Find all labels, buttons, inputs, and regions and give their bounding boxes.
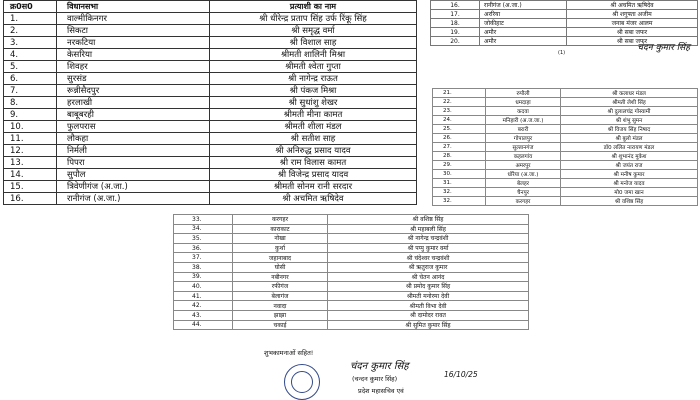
serial-cell: 25. — [433, 125, 486, 134]
table-row — [4, 85, 417, 97]
table-row — [433, 116, 698, 125]
constituency-cell: नबीनगर — [233, 272, 328, 282]
serial-cell: 13. — [4, 157, 57, 169]
constituency-cell: अररिया — [480, 10, 567, 19]
serial-cell: 26. — [433, 134, 486, 143]
constituency-cell: सुल्तानगंज — [486, 143, 561, 152]
candidate-cell: श्रीमती मीना कामत — [210, 109, 417, 121]
serial-cell: 38. — [174, 262, 233, 272]
greeting-text: शुभकामनाओं सहित! — [264, 349, 314, 357]
table-row — [433, 143, 698, 152]
table-row — [4, 13, 417, 25]
table-row — [174, 310, 529, 320]
candidate-cell: श्रीमती मनोरमा देवी — [328, 291, 529, 301]
candidate-cell: श्री पप्पु कुमार वर्मा — [328, 243, 529, 253]
serial-cell: 34. — [174, 224, 233, 234]
constituency-cell: अमौर — [480, 37, 567, 46]
table-row — [174, 215, 529, 225]
constituency-cell: कहलगांव — [486, 152, 561, 161]
constituency-cell: धोरैया (अ.जा.) — [486, 170, 561, 179]
candidate-cell: श्री दामोदर रावत — [328, 310, 529, 320]
candidate-cell: श्री वशिष्ठ सिंह — [328, 215, 529, 225]
candidate-cell: श्रीमती शालिनी मिश्रा — [210, 49, 417, 61]
table-row — [433, 134, 698, 143]
serial-cell: 43. — [174, 310, 233, 320]
table-row — [174, 272, 529, 282]
candidate-cell: श्री सुधांशु शेखर — [210, 97, 417, 109]
candidate-cell: श्री कलाधर मंडल — [561, 89, 698, 98]
constituency-cell: करगहर — [486, 197, 561, 206]
serial-cell: 16. — [4, 193, 57, 205]
candidate-cell: श्री नागेन्द्र चन्द्रवंशी — [328, 234, 529, 244]
candidate-cell: श्री मनोज यादव — [561, 179, 698, 188]
candidate-table-bottom — [173, 214, 529, 330]
constituency-cell: रफीगंज — [233, 282, 328, 292]
table-row — [433, 125, 698, 134]
constituency-cell: रानीगंज (अ.जा.) — [480, 1, 567, 10]
candidate-cell: मो0 जमा खान — [561, 188, 698, 197]
constituency-cell: बाबूबरही — [57, 109, 210, 121]
candidate-cell: जनाब मंजर आलम — [567, 19, 698, 28]
candidate-cell: श्री धीरेन्द्र प्रताप सिंह उर्फ रिंकू सिंह — [210, 13, 417, 25]
candidate-cell: श्री चंदेश्वर चन्द्रवंशी — [328, 253, 529, 263]
header-constituency: विधानसभा — [57, 1, 210, 13]
serial-cell: 27. — [433, 143, 486, 152]
table-row — [433, 152, 698, 161]
serial-cell: 21. — [433, 89, 486, 98]
serial-cell: 29. — [433, 161, 486, 170]
table-row — [433, 188, 698, 197]
candidate-list-page-2 — [428, 0, 700, 64]
table-row — [4, 193, 417, 205]
constituency-cell: अमरपुर — [486, 161, 561, 170]
serial-cell: 6. — [4, 73, 57, 85]
serial-cell: 14. — [4, 169, 57, 181]
header-serial: क्र0स0 — [4, 1, 57, 13]
table-row — [433, 107, 698, 116]
serial-cell: 36. — [174, 243, 233, 253]
candidate-list-page-3 — [430, 88, 700, 210]
constituency-cell: गोपालपुर — [486, 134, 561, 143]
constituency-cell: सुपौल — [57, 169, 210, 181]
serial-cell: 30. — [433, 170, 486, 179]
constituency-cell: लौकहा — [57, 133, 210, 145]
candidate-cell: श्री जयंत राज — [561, 161, 698, 170]
candidate-cell: श्री प्रमोद कुमार सिंह — [328, 282, 529, 292]
constituency-cell: बेलागंज — [233, 291, 328, 301]
serial-cell: 11. — [4, 133, 57, 145]
serial-cell: 15. — [4, 181, 57, 193]
constituency-cell: जोकीहाट — [480, 19, 567, 28]
serial-cell: 9. — [4, 109, 57, 121]
serial-cell: 23. — [433, 107, 486, 116]
constituency-cell: धमदाहा — [486, 98, 561, 107]
signatory-post: प्रदेश महासचिव एवं — [358, 387, 404, 395]
constituency-cell: जहानाबाद — [233, 253, 328, 263]
constituency-cell: करगहर — [233, 215, 328, 225]
candidate-cell: श्री शुभानंद मुकेश — [561, 152, 698, 161]
signature: चंदन कुमार सिंह — [637, 43, 690, 53]
candidate-cell: श्री विजय सिंह निषाद — [561, 125, 698, 134]
candidate-cell: श्रीमती विभा देवी — [328, 301, 529, 311]
serial-cell: 4. — [4, 49, 57, 61]
serial-cell: 3. — [4, 37, 57, 49]
serial-cell: 5. — [4, 61, 57, 73]
table-row — [4, 25, 417, 37]
constituency-cell: रुपौली — [486, 89, 561, 98]
candidate-cell: श्री महाबली सिंह — [328, 224, 529, 234]
candidate-cell: श्री सतीश साह — [210, 133, 417, 145]
constituency-cell: रानीगंज (अ.जा.) — [57, 193, 210, 205]
table-row — [174, 253, 529, 263]
table-row — [4, 97, 417, 109]
constituency-cell: मनिहारी (अ.ज.जा.) — [486, 116, 561, 125]
serial-cell: 41. — [174, 291, 233, 301]
serial-cell: 18. — [431, 19, 480, 28]
table-row — [174, 224, 529, 234]
serial-cell: 22. — [433, 98, 486, 107]
candidate-cell: श्रीमती शीला मंडल — [210, 121, 417, 133]
candidate-cell: श्री अचमित ऋषिदेव — [567, 1, 698, 10]
candidate-cell: श्री विजेन्द्र प्रसाद यादव — [210, 169, 417, 181]
table-row — [174, 234, 529, 244]
table-row — [4, 49, 417, 61]
table-row — [4, 121, 417, 133]
constituency-cell: सिकटा — [57, 25, 210, 37]
constituency-cell: घोसी — [233, 262, 328, 272]
constituency-cell: बेलहर — [486, 179, 561, 188]
constituency-cell: कुर्था — [233, 243, 328, 253]
table-row — [174, 243, 529, 253]
page-marker: (1) — [558, 50, 566, 56]
table-row — [174, 291, 529, 301]
candidate-cell: श्रीमती लेशी सिंह — [561, 98, 698, 107]
constituency-cell: फुलपरास — [57, 121, 210, 133]
candidate-cell: श्री विशाल साह — [210, 37, 417, 49]
constituency-cell: कदवा — [486, 107, 561, 116]
table-row — [4, 61, 417, 73]
table-row — [174, 301, 529, 311]
table-row — [433, 161, 698, 170]
serial-cell: 32. — [433, 197, 486, 206]
constituency-cell: पिपरा — [57, 157, 210, 169]
candidate-cell: श्री बुलो मंडल — [561, 134, 698, 143]
serial-cell: 33. — [174, 215, 233, 225]
table-row — [4, 37, 417, 49]
official-seal-icon — [284, 364, 320, 400]
table-row — [433, 98, 698, 107]
constituency-cell: बरारी — [486, 125, 561, 134]
table-row — [431, 28, 698, 37]
serial-cell: 24. — [433, 116, 486, 125]
candidate-list-page-1 — [0, 0, 420, 210]
candidate-cell: श्री राम विलास कामत — [210, 157, 417, 169]
constituency-cell: शिवहर — [57, 61, 210, 73]
serial-cell: 42. — [174, 301, 233, 311]
serial-cell: 40. — [174, 282, 233, 292]
serial-cell: 39. — [174, 272, 233, 282]
candidate-cell: श्री सबा जफर — [567, 37, 698, 46]
candidate-cell: श्रीमती सोनम रानी सरदार — [210, 181, 417, 193]
table-row — [433, 170, 698, 179]
table-row — [174, 320, 529, 330]
candidate-cell: श्री अचमित ऋषिदेव — [210, 193, 417, 205]
candidate-list-page-4 — [172, 214, 530, 400]
serial-cell: 28. — [433, 152, 486, 161]
candidate-cell: श्री शंभु सुमन — [561, 116, 698, 125]
table-row — [4, 73, 417, 85]
table-header-row — [4, 1, 417, 13]
table-row — [4, 181, 417, 193]
candidate-cell: श्री पंकज मिश्रा — [210, 85, 417, 97]
constituency-cell: चैनपुर — [486, 188, 561, 197]
table-row — [433, 197, 698, 206]
constituency-cell: नवादा — [233, 301, 328, 311]
candidate-table-main — [3, 0, 417, 205]
candidate-cell: श्रीमती श्वेता गुप्ता — [210, 61, 417, 73]
table-row — [431, 1, 698, 10]
candidate-cell: श्री सबा जफर — [567, 28, 698, 37]
constituency-cell: झाझा — [233, 310, 328, 320]
constituency-cell: नरकटिया — [57, 37, 210, 49]
candidate-cell: श्री नागेन्द्र राऊत — [210, 73, 417, 85]
constituency-cell: नोखा — [233, 234, 328, 244]
candidate-cell: श्री मनीष कुमार — [561, 170, 698, 179]
table-row — [174, 282, 529, 292]
constituency-cell: निर्मली — [57, 145, 210, 157]
serial-cell: 16. — [431, 1, 480, 10]
candidate-cell: श्री समृद्ध वर्मा — [210, 25, 417, 37]
serial-cell: 20. — [431, 37, 480, 46]
serial-cell: 19. — [431, 28, 480, 37]
serial-cell: 44. — [174, 320, 233, 330]
serial-cell: 35. — [174, 234, 233, 244]
table-row — [174, 262, 529, 272]
serial-cell: 10. — [4, 121, 57, 133]
constituency-cell: हरलाखी — [57, 97, 210, 109]
constituency-cell: वाल्मीकिनगर — [57, 13, 210, 25]
signatory-name: (चन्दन कुमार सिंह) — [352, 375, 398, 383]
table-row — [433, 179, 698, 188]
table-row — [4, 157, 417, 169]
serial-cell: 32. — [433, 188, 486, 197]
candidate-cell: श्री अनिरुद्ध प्रसाद यादव — [210, 145, 417, 157]
constituency-cell: चकाई — [233, 320, 328, 330]
serial-cell: 17. — [431, 10, 480, 19]
serial-cell: 37. — [174, 253, 233, 263]
constituency-cell: सुरसंड — [57, 73, 210, 85]
table-row — [431, 10, 698, 19]
serial-cell: 1. — [4, 13, 57, 25]
candidate-cell: श्री शगुफ्ता अजीम — [567, 10, 698, 19]
serial-cell: 12. — [4, 145, 57, 157]
serial-cell: 31. — [433, 179, 486, 188]
constituency-cell: त्रिवेणीगंज (अ.जा.) — [57, 181, 210, 193]
candidate-table-middle-right — [432, 88, 698, 206]
table-row — [4, 145, 417, 157]
signature: चंदन कुमार सिंह — [350, 361, 409, 372]
signature-date: 16/10/25 — [444, 370, 478, 379]
table-row — [431, 19, 698, 28]
candidate-cell: श्री दुलालचंद्र गोस्वामी — [561, 107, 698, 116]
candidate-cell: श्री चेतन आनंद — [328, 272, 529, 282]
constituency-cell: अमौर — [480, 28, 567, 37]
header-candidate: प्रत्याशी का नाम — [210, 1, 417, 13]
constituency-cell: काराकाट — [233, 224, 328, 234]
serial-cell: 2. — [4, 25, 57, 37]
serial-cell: 7. — [4, 85, 57, 97]
table-row — [4, 169, 417, 181]
table-row — [433, 89, 698, 98]
constituency-cell: केसरिया — [57, 49, 210, 61]
candidate-cell: श्री ऋतुराज कुमार — [328, 262, 529, 272]
table-row — [4, 133, 417, 145]
candidate-cell: श्री वशिष्ठ सिंह — [561, 197, 698, 206]
candidate-cell: डॉ0 ललित नारायण मंडल — [561, 143, 698, 152]
table-row — [4, 109, 417, 121]
candidate-cell: श्री सुमित कुमार सिंह — [328, 320, 529, 330]
serial-cell: 8. — [4, 97, 57, 109]
constituency-cell: रून्नीसैदपुर — [57, 85, 210, 97]
